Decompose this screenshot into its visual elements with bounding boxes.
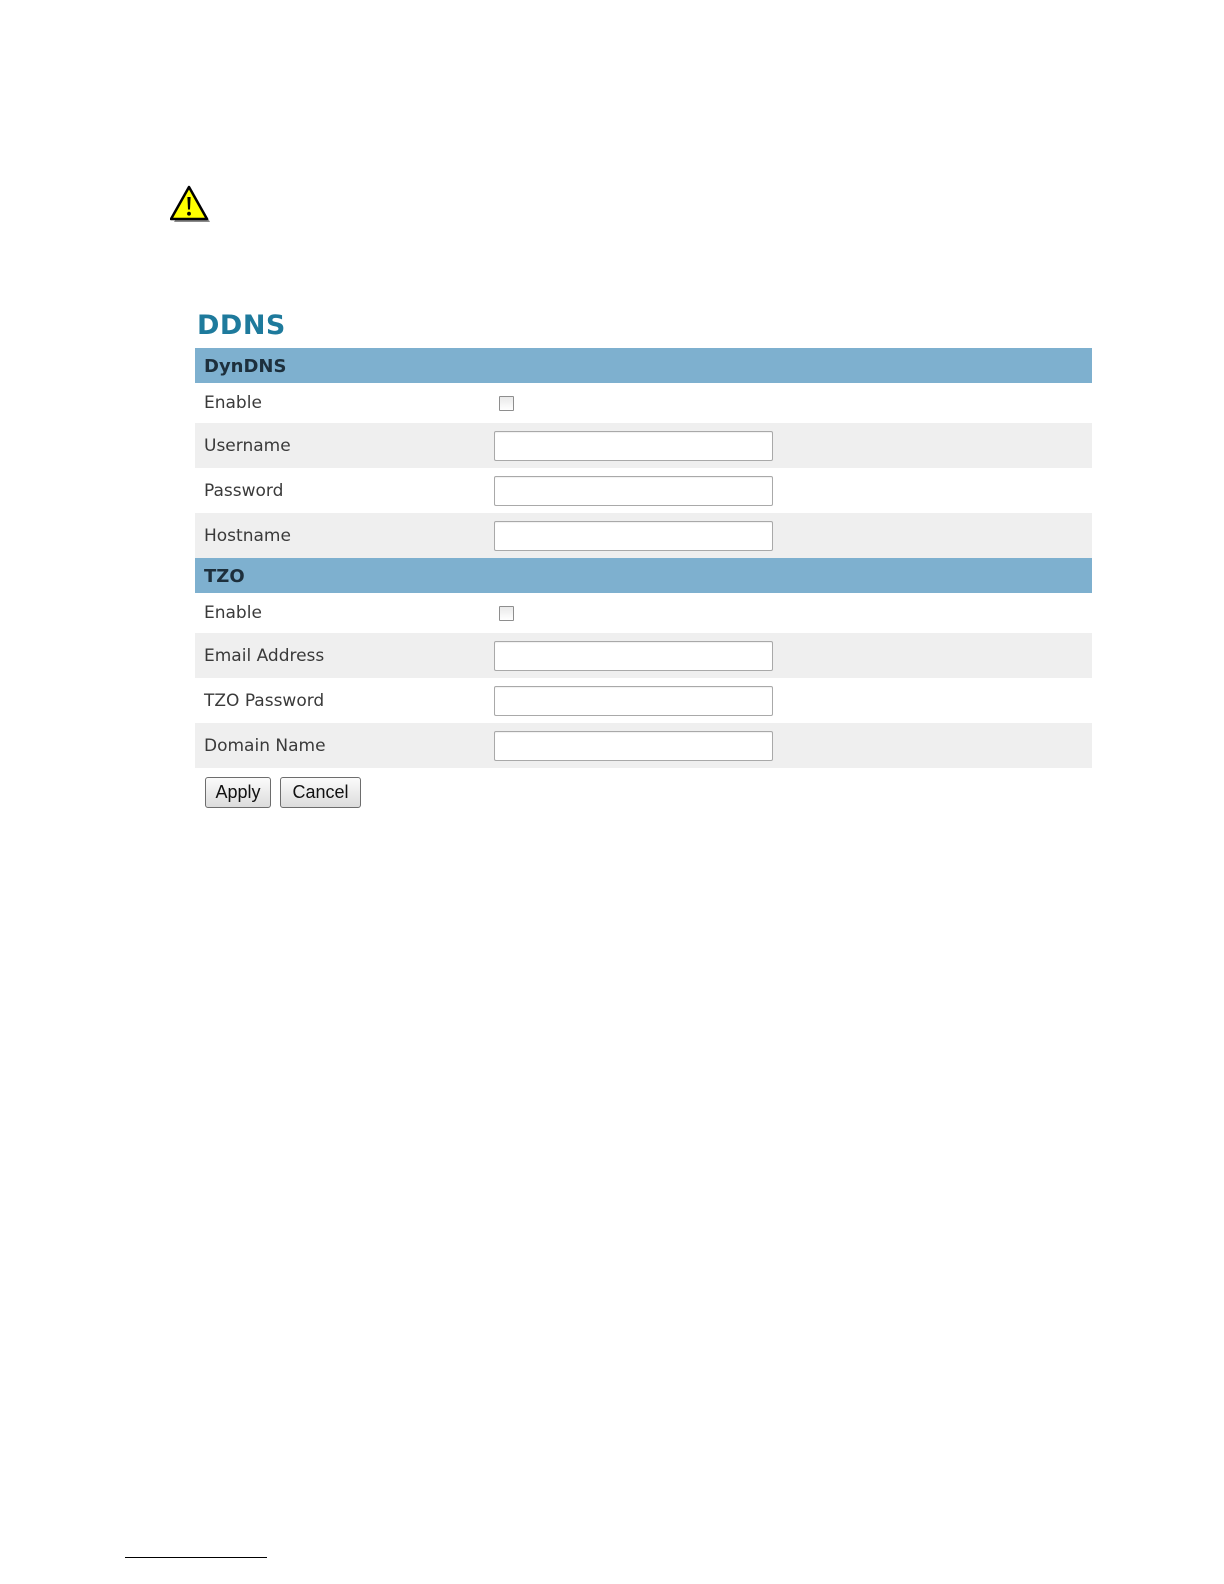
tzo-email-label: Email Address	[204, 645, 325, 666]
warning-icon	[170, 185, 212, 225]
tzo-domain-row	[195, 723, 1092, 768]
apply-button[interactable]: Apply	[205, 777, 271, 808]
dyndns-username-label: Username	[204, 435, 291, 456]
dyndns-password-input[interactable]	[494, 476, 773, 506]
ddns-panel	[195, 308, 1092, 808]
dyndns-password-row	[195, 468, 1092, 513]
page-title: DDNS	[197, 310, 286, 341]
tzo-domain-label: Domain Name	[204, 735, 326, 756]
tzo-domain-input[interactable]	[494, 731, 773, 761]
dyndns-enable-row	[195, 383, 1092, 423]
tzo-email-row	[195, 633, 1092, 678]
dyndns-password-label: Password	[204, 480, 284, 501]
dyndns-username-row	[195, 423, 1092, 468]
tzo-password-input[interactable]	[494, 686, 773, 716]
section-header-dyndns: DynDNS	[195, 348, 1092, 383]
tzo-password-row	[195, 678, 1092, 723]
tzo-enable-checkbox[interactable]	[499, 606, 514, 621]
dyndns-hostname-input[interactable]	[494, 521, 773, 551]
tzo-password-label: TZO Password	[204, 690, 325, 711]
button-bar	[195, 768, 1092, 808]
cancel-button[interactable]: Cancel	[280, 777, 361, 808]
tzo-email-input[interactable]	[494, 641, 773, 671]
tzo-enable-row	[195, 593, 1092, 633]
dyndns-hostname-row	[195, 513, 1092, 558]
dyndns-enable-checkbox[interactable]	[499, 396, 514, 411]
footnote-divider	[125, 1557, 267, 1558]
dyndns-username-input[interactable]	[494, 431, 773, 461]
dyndns-enable-label: Enable	[204, 393, 262, 413]
section-header-tzo: TZO	[195, 558, 1092, 593]
tzo-enable-label: Enable	[204, 603, 262, 623]
dyndns-hostname-label: Hostname	[204, 525, 291, 546]
